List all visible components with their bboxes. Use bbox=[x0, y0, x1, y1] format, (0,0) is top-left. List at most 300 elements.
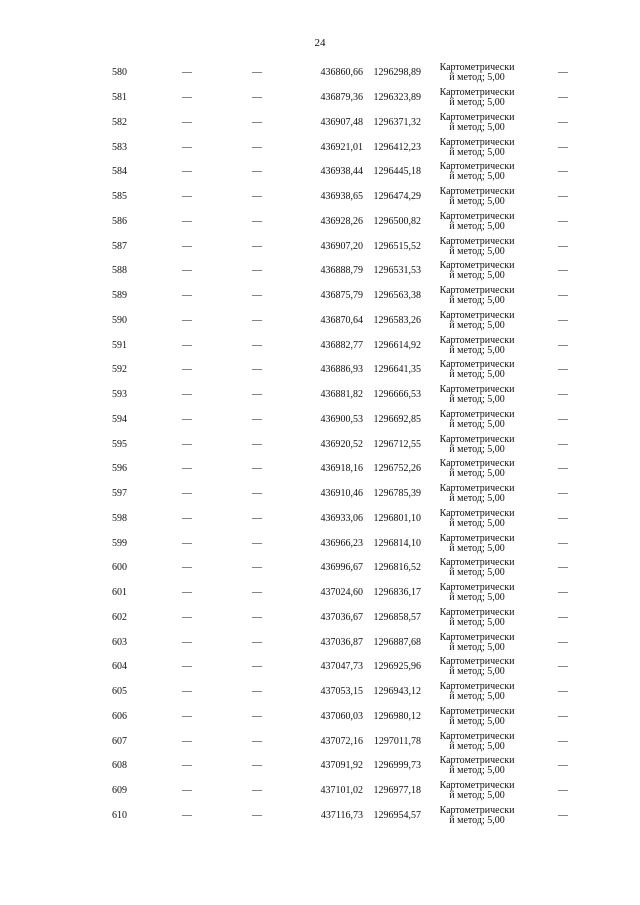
method-line-2: й метод; 5,00 bbox=[449, 319, 505, 331]
method-and-accuracy bbox=[432, 138, 522, 158]
point-number: 609 bbox=[112, 785, 127, 797]
empty-value-dash: — bbox=[252, 488, 262, 500]
empty-value-dash: — bbox=[182, 488, 192, 500]
empty-value-dash: — bbox=[252, 314, 262, 326]
empty-value-dash: — bbox=[252, 191, 262, 203]
method-line-2: й метод; 5,00 bbox=[449, 72, 505, 84]
coordinate-y: 1297011,78 bbox=[373, 735, 421, 747]
coordinate-x: 436966,23 bbox=[320, 537, 363, 549]
point-number: 601 bbox=[112, 587, 127, 599]
method-line-1: Картометрически bbox=[439, 606, 515, 618]
coordinate-y: 1296531,53 bbox=[373, 265, 421, 277]
coordinate-x: 436907,48 bbox=[320, 116, 363, 128]
coordinate-y: 1296614,92 bbox=[373, 339, 421, 351]
empty-value-dash: — bbox=[252, 611, 262, 623]
table-row bbox=[0, 408, 640, 433]
point-number: 592 bbox=[112, 364, 127, 376]
coordinate-x: 437036,67 bbox=[320, 611, 363, 623]
table-row bbox=[0, 754, 640, 779]
empty-value-dash: — bbox=[558, 785, 568, 797]
empty-value-dash: — bbox=[558, 389, 568, 401]
coordinate-y: 1296692,85 bbox=[373, 413, 421, 425]
empty-value-dash: — bbox=[182, 389, 192, 401]
point-number: 591 bbox=[112, 339, 127, 351]
empty-value-dash: — bbox=[182, 166, 192, 178]
method-and-accuracy bbox=[432, 657, 522, 677]
method-and-accuracy bbox=[432, 410, 522, 430]
empty-value-dash: — bbox=[252, 92, 262, 104]
method-line-2: й метод; 5,00 bbox=[449, 443, 505, 455]
coordinate-y: 1296371,32 bbox=[373, 116, 421, 128]
table-row bbox=[0, 358, 640, 383]
coordinate-x: 436910,46 bbox=[320, 488, 363, 500]
empty-value-dash: — bbox=[182, 537, 192, 549]
coordinate-y: 1296666,53 bbox=[373, 389, 421, 401]
empty-value-dash: — bbox=[182, 760, 192, 772]
empty-value-dash: — bbox=[182, 67, 192, 79]
empty-value-dash: — bbox=[558, 141, 568, 153]
coordinate-x: 436938,65 bbox=[320, 191, 363, 203]
empty-value-dash: — bbox=[558, 438, 568, 450]
method-and-accuracy bbox=[432, 88, 522, 108]
method-line-1: Картометрически bbox=[439, 582, 515, 594]
method-line-2: й метод; 5,00 bbox=[449, 592, 505, 604]
method-and-accuracy bbox=[432, 237, 522, 257]
method-and-accuracy bbox=[432, 732, 522, 752]
coordinate-x: 437116,73 bbox=[320, 809, 363, 821]
method-and-accuracy bbox=[432, 509, 522, 529]
point-number: 582 bbox=[112, 116, 127, 128]
empty-value-dash: — bbox=[252, 265, 262, 277]
empty-value-dash: — bbox=[558, 710, 568, 722]
point-number: 608 bbox=[112, 760, 127, 772]
empty-value-dash: — bbox=[558, 92, 568, 104]
method-line-1: Картометрически bbox=[439, 62, 515, 74]
empty-value-dash: — bbox=[558, 488, 568, 500]
method-line-1: Картометрически bbox=[439, 681, 515, 693]
empty-value-dash: — bbox=[558, 215, 568, 227]
method-and-accuracy bbox=[432, 336, 522, 356]
point-number: 590 bbox=[112, 314, 127, 326]
empty-value-dash: — bbox=[558, 760, 568, 772]
empty-value-dash: — bbox=[182, 785, 192, 797]
point-number: 596 bbox=[112, 463, 127, 475]
point-number: 605 bbox=[112, 686, 127, 698]
method-and-accuracy bbox=[432, 806, 522, 826]
empty-value-dash: — bbox=[558, 562, 568, 574]
coordinate-y: 1296816,52 bbox=[373, 562, 421, 574]
coordinate-x: 437072,16 bbox=[320, 735, 363, 747]
method-line-1: Картометрически bbox=[439, 458, 515, 470]
table-row bbox=[0, 61, 640, 86]
point-number: 595 bbox=[112, 438, 127, 450]
empty-value-dash: — bbox=[252, 785, 262, 797]
point-number: 584 bbox=[112, 166, 127, 178]
coordinate-y: 1296980,12 bbox=[373, 710, 421, 722]
method-line-2: й метод; 5,00 bbox=[449, 765, 505, 777]
method-line-1: Картометрически bbox=[439, 111, 515, 123]
method-and-accuracy bbox=[432, 608, 522, 628]
point-number: 610 bbox=[112, 809, 127, 821]
method-line-1: Картометрически bbox=[439, 210, 515, 222]
method-and-accuracy bbox=[432, 583, 522, 603]
empty-value-dash: — bbox=[182, 735, 192, 747]
point-number: 600 bbox=[112, 562, 127, 574]
method-line-1: Картометрически bbox=[439, 557, 515, 569]
method-line-1: Картометрически bbox=[439, 235, 515, 247]
empty-value-dash: — bbox=[558, 611, 568, 623]
empty-value-dash: — bbox=[252, 413, 262, 425]
empty-value-dash: — bbox=[558, 67, 568, 79]
method-line-2: й метод; 5,00 bbox=[449, 220, 505, 232]
method-and-accuracy bbox=[432, 435, 522, 455]
point-number: 607 bbox=[112, 735, 127, 747]
method-and-accuracy bbox=[432, 682, 522, 702]
empty-value-dash: — bbox=[252, 636, 262, 648]
point-number: 586 bbox=[112, 215, 127, 227]
table-row bbox=[0, 606, 640, 631]
empty-value-dash: — bbox=[252, 710, 262, 722]
method-and-accuracy bbox=[432, 484, 522, 504]
empty-value-dash: — bbox=[252, 512, 262, 524]
coordinate-y: 1296412,23 bbox=[373, 141, 421, 153]
empty-value-dash: — bbox=[182, 191, 192, 203]
method-and-accuracy bbox=[432, 162, 522, 182]
empty-value-dash: — bbox=[182, 92, 192, 104]
coordinate-x: 437047,73 bbox=[320, 661, 363, 673]
coordinate-y: 1296500,82 bbox=[373, 215, 421, 227]
coordinate-y: 1296785,39 bbox=[373, 488, 421, 500]
method-and-accuracy bbox=[432, 633, 522, 653]
method-line-2: й метод; 5,00 bbox=[449, 666, 505, 678]
coordinate-y: 1296515,52 bbox=[373, 240, 421, 252]
coordinate-y: 1296943,12 bbox=[373, 686, 421, 698]
empty-value-dash: — bbox=[558, 512, 568, 524]
empty-value-dash: — bbox=[252, 463, 262, 475]
point-number: 583 bbox=[112, 141, 127, 153]
table-row bbox=[0, 135, 640, 160]
table-row bbox=[0, 655, 640, 680]
table-row bbox=[0, 680, 640, 705]
empty-value-dash: — bbox=[182, 265, 192, 277]
table-row bbox=[0, 581, 640, 606]
empty-value-dash: — bbox=[252, 389, 262, 401]
table-row bbox=[0, 234, 640, 259]
method-line-2: й метод; 5,00 bbox=[449, 790, 505, 802]
method-line-1: Картометрически bbox=[439, 483, 515, 495]
coordinate-y: 1296323,89 bbox=[373, 92, 421, 104]
coordinate-y: 1296752,26 bbox=[373, 463, 421, 475]
empty-value-dash: — bbox=[558, 686, 568, 698]
coordinate-x: 436875,79 bbox=[320, 290, 363, 302]
coordinate-x: 436900,53 bbox=[320, 413, 363, 425]
empty-value-dash: — bbox=[252, 760, 262, 772]
empty-value-dash: — bbox=[252, 686, 262, 698]
method-line-2: й метод; 5,00 bbox=[449, 468, 505, 480]
empty-value-dash: — bbox=[558, 314, 568, 326]
method-line-1: Картометрически bbox=[439, 656, 515, 668]
coordinate-x: 437101,02 bbox=[320, 785, 363, 797]
method-line-1: Картометрически bbox=[439, 136, 515, 148]
point-number: 588 bbox=[112, 265, 127, 277]
empty-value-dash: — bbox=[252, 562, 262, 574]
empty-value-dash: — bbox=[252, 587, 262, 599]
method-line-1: Картометрически bbox=[439, 309, 515, 321]
coordinate-y: 1296583,26 bbox=[373, 314, 421, 326]
method-line-1: Картометрически bbox=[439, 532, 515, 544]
method-line-1: Картометрически bbox=[439, 631, 515, 643]
method-line-1: Картометрически bbox=[439, 730, 515, 742]
coordinate-x: 436860,66 bbox=[320, 67, 363, 79]
method-line-1: Картометрически bbox=[439, 507, 515, 519]
point-number: 593 bbox=[112, 389, 127, 401]
method-line-2: й метод; 5,00 bbox=[449, 493, 505, 505]
coordinate-x: 436879,36 bbox=[320, 92, 363, 104]
empty-value-dash: — bbox=[252, 661, 262, 673]
empty-value-dash: — bbox=[558, 413, 568, 425]
point-number: 597 bbox=[112, 488, 127, 500]
coordinate-y: 1296563,38 bbox=[373, 290, 421, 302]
table-row bbox=[0, 507, 640, 532]
empty-value-dash: — bbox=[558, 240, 568, 252]
method-line-2: й метод; 5,00 bbox=[449, 740, 505, 752]
method-and-accuracy bbox=[432, 360, 522, 380]
method-line-2: й метод; 5,00 bbox=[449, 295, 505, 307]
method-and-accuracy bbox=[432, 311, 522, 331]
method-line-2: й метод; 5,00 bbox=[449, 344, 505, 356]
empty-value-dash: — bbox=[558, 265, 568, 277]
method-line-2: й метод; 5,00 bbox=[449, 196, 505, 208]
point-number: 604 bbox=[112, 661, 127, 673]
empty-value-dash: — bbox=[558, 339, 568, 351]
coordinate-y: 1296836,17 bbox=[373, 587, 421, 599]
method-and-accuracy bbox=[432, 113, 522, 133]
method-line-1: Картометрически bbox=[439, 408, 515, 420]
empty-value-dash: — bbox=[182, 686, 192, 698]
empty-value-dash: — bbox=[558, 463, 568, 475]
coordinate-x: 437091,92 bbox=[320, 760, 363, 772]
table-row bbox=[0, 383, 640, 408]
coordinate-x: 436918,16 bbox=[320, 463, 363, 475]
page-number: 24 bbox=[314, 37, 326, 49]
coordinate-y: 1296445,18 bbox=[373, 166, 421, 178]
coordinate-x: 436907,20 bbox=[320, 240, 363, 252]
table-row bbox=[0, 779, 640, 804]
empty-value-dash: — bbox=[182, 463, 192, 475]
point-number: 589 bbox=[112, 290, 127, 302]
empty-value-dash: — bbox=[182, 661, 192, 673]
method-and-accuracy bbox=[432, 534, 522, 554]
table-row bbox=[0, 210, 640, 235]
empty-value-dash: — bbox=[182, 710, 192, 722]
empty-value-dash: — bbox=[252, 166, 262, 178]
method-and-accuracy bbox=[432, 781, 522, 801]
table-row bbox=[0, 630, 640, 655]
method-and-accuracy bbox=[432, 187, 522, 207]
method-and-accuracy bbox=[432, 558, 522, 578]
empty-value-dash: — bbox=[182, 587, 192, 599]
empty-value-dash: — bbox=[558, 587, 568, 599]
method-and-accuracy bbox=[432, 707, 522, 727]
empty-value-dash: — bbox=[182, 636, 192, 648]
table-row bbox=[0, 729, 640, 754]
method-and-accuracy bbox=[432, 385, 522, 405]
empty-value-dash: — bbox=[182, 512, 192, 524]
method-line-2: й метод; 5,00 bbox=[449, 270, 505, 282]
method-line-2: й метод; 5,00 bbox=[449, 691, 505, 703]
coordinate-y: 1296474,29 bbox=[373, 191, 421, 203]
point-number: 598 bbox=[112, 512, 127, 524]
coordinate-x: 436882,77 bbox=[320, 339, 363, 351]
coordinate-x: 436920,52 bbox=[320, 438, 363, 450]
coordinate-x: 436921,01 bbox=[320, 141, 363, 153]
empty-value-dash: — bbox=[558, 116, 568, 128]
coordinate-x: 436870,64 bbox=[320, 314, 363, 326]
method-line-1: Картометрически bbox=[439, 384, 515, 396]
empty-value-dash: — bbox=[252, 537, 262, 549]
coordinate-y: 1296999,73 bbox=[373, 760, 421, 772]
coordinate-y: 1296858,57 bbox=[373, 611, 421, 623]
table-row bbox=[0, 705, 640, 730]
coordinate-y: 1296298,89 bbox=[373, 67, 421, 79]
table-row bbox=[0, 482, 640, 507]
empty-value-dash: — bbox=[182, 611, 192, 623]
point-number: 594 bbox=[112, 413, 127, 425]
table-row bbox=[0, 259, 640, 284]
coordinate-x: 436881,82 bbox=[320, 389, 363, 401]
coordinate-y: 1296977,18 bbox=[373, 785, 421, 797]
point-number: 603 bbox=[112, 636, 127, 648]
empty-value-dash: — bbox=[182, 314, 192, 326]
coordinate-y: 1296641,35 bbox=[373, 364, 421, 376]
point-number: 599 bbox=[112, 537, 127, 549]
method-line-1: Картометрически bbox=[439, 285, 515, 297]
empty-value-dash: — bbox=[182, 290, 192, 302]
method-line-1: Картометрически bbox=[439, 755, 515, 767]
method-line-2: й метод; 5,00 bbox=[449, 616, 505, 628]
coordinate-y: 1296712,55 bbox=[373, 438, 421, 450]
coordinate-x: 436888,79 bbox=[320, 265, 363, 277]
method-line-1: Картометрически bbox=[439, 705, 515, 717]
point-number: 606 bbox=[112, 710, 127, 722]
empty-value-dash: — bbox=[558, 364, 568, 376]
empty-value-dash: — bbox=[182, 215, 192, 227]
coordinate-y: 1296925,96 bbox=[373, 661, 421, 673]
empty-value-dash: — bbox=[252, 290, 262, 302]
empty-value-dash: — bbox=[182, 141, 192, 153]
coordinate-x: 437024,60 bbox=[320, 587, 363, 599]
method-line-1: Картометрически bbox=[439, 433, 515, 445]
point-number: 602 bbox=[112, 611, 127, 623]
coordinate-x: 437053,15 bbox=[320, 686, 363, 698]
coordinate-y: 1296801,10 bbox=[373, 512, 421, 524]
coordinate-x: 436933,06 bbox=[320, 512, 363, 524]
coordinate-x: 436996,67 bbox=[320, 562, 363, 574]
empty-value-dash: — bbox=[252, 364, 262, 376]
empty-value-dash: — bbox=[252, 141, 262, 153]
table-row bbox=[0, 86, 640, 111]
point-number: 585 bbox=[112, 191, 127, 203]
table-row bbox=[0, 333, 640, 358]
method-and-accuracy bbox=[432, 756, 522, 776]
empty-value-dash: — bbox=[182, 809, 192, 821]
method-line-2: й метод; 5,00 bbox=[449, 97, 505, 109]
coordinate-x: 436938,44 bbox=[320, 166, 363, 178]
method-and-accuracy bbox=[432, 286, 522, 306]
coordinate-x: 436886,93 bbox=[320, 364, 363, 376]
method-and-accuracy bbox=[432, 261, 522, 281]
empty-value-dash: — bbox=[182, 364, 192, 376]
coordinate-y: 1296954,57 bbox=[373, 809, 421, 821]
empty-value-dash: — bbox=[252, 215, 262, 227]
method-line-2: й метод; 5,00 bbox=[449, 542, 505, 554]
method-line-2: й метод; 5,00 bbox=[449, 394, 505, 406]
empty-value-dash: — bbox=[182, 240, 192, 252]
empty-value-dash: — bbox=[252, 339, 262, 351]
table-row bbox=[0, 160, 640, 185]
point-number: 581 bbox=[112, 92, 127, 104]
coordinate-y: 1296887,68 bbox=[373, 636, 421, 648]
method-and-accuracy bbox=[432, 63, 522, 83]
coordinate-x: 437060,03 bbox=[320, 710, 363, 722]
empty-value-dash: — bbox=[558, 735, 568, 747]
coordinate-y: 1296814,10 bbox=[373, 537, 421, 549]
method-line-2: й метод; 5,00 bbox=[449, 567, 505, 579]
table-row bbox=[0, 457, 640, 482]
empty-value-dash: — bbox=[182, 562, 192, 574]
method-and-accuracy bbox=[432, 459, 522, 479]
empty-value-dash: — bbox=[252, 116, 262, 128]
empty-value-dash: — bbox=[558, 191, 568, 203]
empty-value-dash: — bbox=[558, 636, 568, 648]
empty-value-dash: — bbox=[558, 166, 568, 178]
empty-value-dash: — bbox=[558, 661, 568, 673]
method-line-2: й метод; 5,00 bbox=[449, 715, 505, 727]
table-row bbox=[0, 309, 640, 334]
table-row bbox=[0, 804, 640, 829]
empty-value-dash: — bbox=[252, 240, 262, 252]
empty-value-dash: — bbox=[182, 116, 192, 128]
method-and-accuracy bbox=[432, 212, 522, 232]
coordinate-x: 436928,26 bbox=[320, 215, 363, 227]
method-line-2: й метод; 5,00 bbox=[449, 814, 505, 826]
point-number: 587 bbox=[112, 240, 127, 252]
method-line-1: Картометрически bbox=[439, 780, 515, 792]
method-line-2: й метод; 5,00 bbox=[449, 245, 505, 257]
method-line-2: й метод; 5,00 bbox=[449, 146, 505, 158]
method-line-1: Картометрически bbox=[439, 334, 515, 346]
method-line-2: й метод; 5,00 bbox=[449, 121, 505, 133]
method-line-2: й метод; 5,00 bbox=[449, 369, 505, 381]
empty-value-dash: — bbox=[558, 809, 568, 821]
method-line-2: й метод; 5,00 bbox=[449, 641, 505, 653]
empty-value-dash: — bbox=[252, 67, 262, 79]
empty-value-dash: — bbox=[252, 438, 262, 450]
table-row bbox=[0, 531, 640, 556]
coordinates-table bbox=[0, 61, 640, 828]
empty-value-dash: — bbox=[182, 339, 192, 351]
method-line-1: Картометрически bbox=[439, 186, 515, 198]
table-row bbox=[0, 111, 640, 136]
table-row bbox=[0, 185, 640, 210]
empty-value-dash: — bbox=[182, 413, 192, 425]
empty-value-dash: — bbox=[252, 809, 262, 821]
empty-value-dash: — bbox=[558, 537, 568, 549]
table-row bbox=[0, 556, 640, 581]
point-number: 580 bbox=[112, 67, 127, 79]
empty-value-dash: — bbox=[182, 438, 192, 450]
coordinate-x: 437036,87 bbox=[320, 636, 363, 648]
